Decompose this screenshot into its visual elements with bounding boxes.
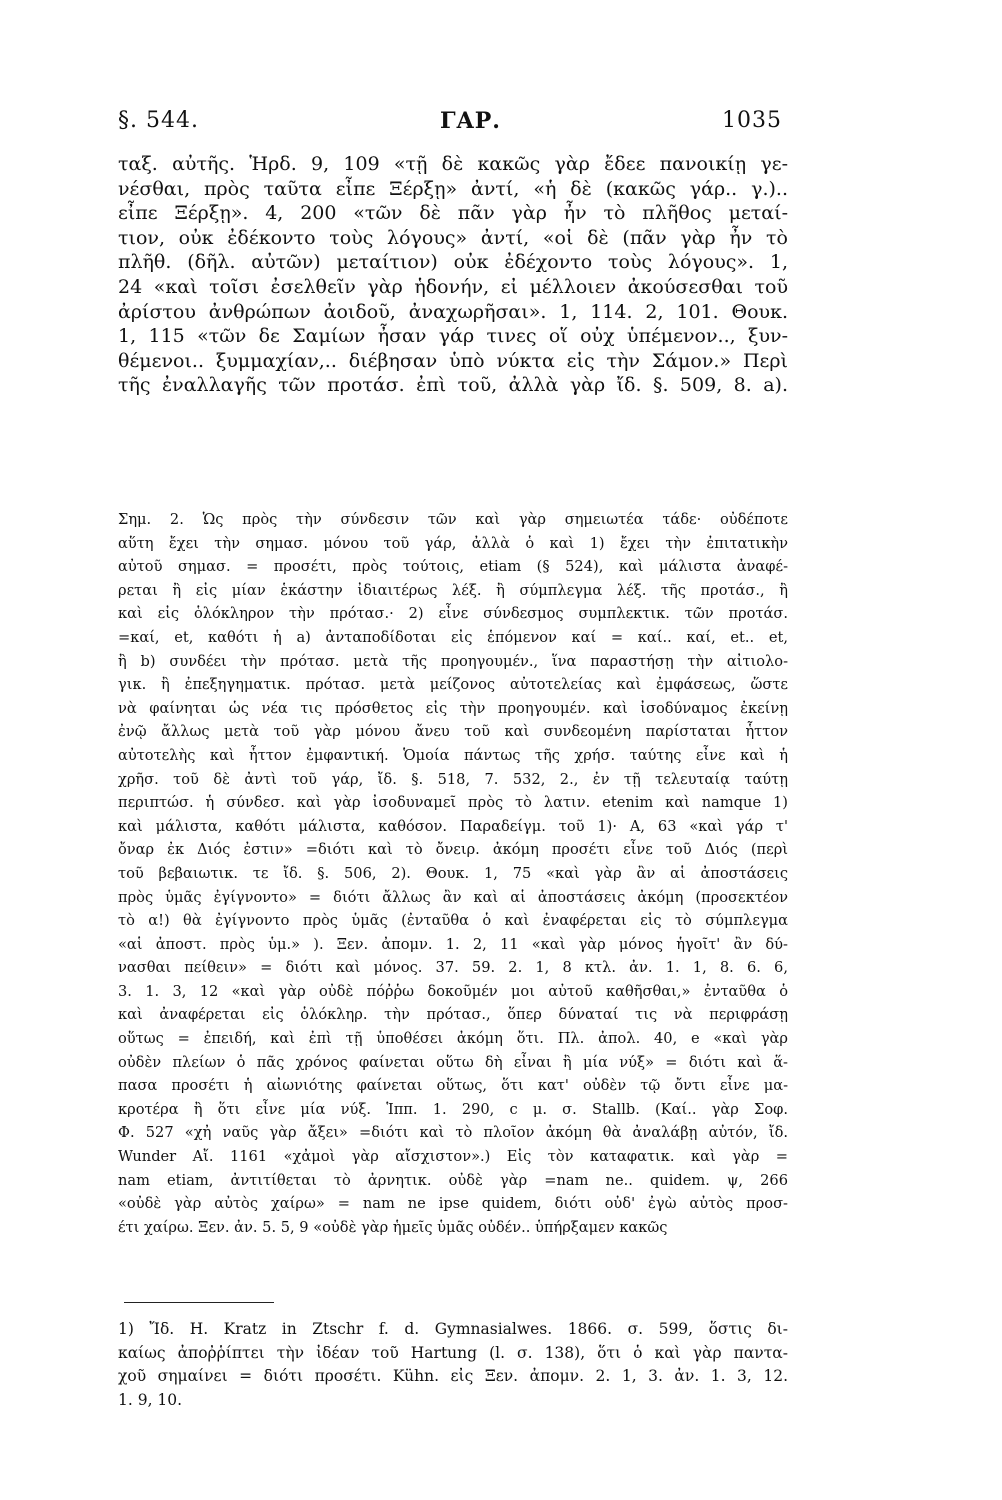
page-number: 1035	[722, 108, 782, 133]
note-line: «οὐδὲ γὰρ αὐτὸς χαίρω» = nam ne ipse quidem, διότι οὐδ' ἐγὼ αὐτὸς προσ-	[118, 1195, 788, 1213]
note-line: «αἱ ἀποστ. πρὸς ὑμ.» ). Ξεν. ἀπομν. 1. 2, 11 «καὶ γὰρ μόνος ἡγοῖτ' ἂν δύ-	[118, 935, 788, 953]
footnote-line: 1. 9, 10.	[118, 1390, 183, 1409]
note-line: οὕτως = ἐπειδή, καὶ ἐπὶ τῇ ὑποθέσει ἀκόμη ὅτι. Πλ. ἀπολ. 40, e «καὶ γὰρ	[118, 1030, 788, 1048]
text-line: ἀρίστου ἀνθρώπων ἀοιδοῦ, ἀναχωρῆσαι». 1, 114. 2, 101. Θουκ.	[118, 300, 788, 323]
note-line: ἐνῷ ἄλλως μετὰ τοῦ γὰρ μόνου ἄνευ τοῦ καὶ συνδεομένη παρίσταται ἧττον	[118, 723, 788, 741]
text-line: ταξ. αὐτῆς. Ἡρδ. 9, 109 «τῇ δὲ κακῶς γὰρ ἔδεε πανοικίῃ γε-	[118, 153, 788, 175]
text-line: 24 «καὶ τοῖσι ἐσελθεῖν γὰρ ἡδονήν, εἰ μέλλοιεν ἀκούσεσθαι τοῦ	[118, 275, 788, 298]
note-line: Φ. 527 «χἠ ναῦς γὰρ ἄξει» =διότι καὶ τὸ πλοῖον ἀκόμη θὰ ἀναλάβῃ αὐτόν, ἴδ.	[118, 1124, 788, 1142]
note-block	[118, 508, 788, 1239]
note-line: τοῦ βεβαιωτικ. τε ἴδ. §. 506, 2). Θουκ. 1, 75 «καὶ γὰρ ἂν αἱ ἀποστάσεις	[118, 864, 788, 882]
note-line: =καί, et, καθότι ἡ a) ἀνταποδίδοται εἰς ἑπόμενον καί = καί.. καί, et.. et,	[118, 628, 788, 646]
note-line: έτι χαίρω. Ξεν. ἀν. 5. 5, 9 «οὐδὲ γὰρ ἡμεῖς ὑμᾶς οὐδέν.. ὑπήρξαμεν κακῶς	[118, 1218, 668, 1236]
note-line: πασα προσέτι ἡ αἰωνιότης φαίνεται οὕτως, ὅτι κατ' οὐδὲν τῷ ὄντι εἶνε μα-	[118, 1077, 788, 1095]
note-line: αὐτοτελὴς καὶ ἧττον ἐμφαντική. Ὁμοία πάντως τῆς χρήσ. ταύτης εἶνε καὶ ἡ	[118, 746, 788, 764]
note-line: περιπτώσ. ἡ σύνδεσ. καὶ γὰρ ἰσοδυναμεῖ πρὸς τὸ λατιν. etenim καὶ namque 1)	[118, 794, 788, 812]
note-line: κροτέρα ἢ ὅτι εἶνε μία νύξ. Ἱππ. 1. 290, c μ. σ. Stallb. (Καί.. γὰρ Σοφ.	[118, 1100, 788, 1118]
text-line: τιον, οὐκ ἐδέκοντο τοὺς λόγους» ἀντί, «οἱ δὲ (πᾶν γὰρ ἦν τὸ	[118, 226, 788, 249]
text-line: πλῆθ. (δῆλ. αὐτῶν) μεταίτιον) οὐκ ἐδέχοντο τοὺς λόγους». 1,	[118, 251, 788, 274]
note-line: οὐδὲν πλείων ὁ πᾶς χρόνος φαίνεται οὕτω δὴ εἶναι ἢ μία νύξ» = διότι καὶ ἅ-	[118, 1053, 788, 1071]
note-line: καὶ μάλιστα, καθότι μάλιστα, καθόσον. Παραδείγμ. τοῦ 1)· A, 63 «καὶ γάρ τ'	[118, 817, 788, 835]
note-line: ὄναρ ἐκ Διός ἐστιν» =διότι καὶ τὸ ὄνειρ. ἀκόμη προσέτι εἶνε τοῦ Διός (περὶ	[118, 841, 788, 859]
footnote-line: χοῦ σημαίνει = διότι προσέτι. Kühn. εἰς Ξεν. ἀπομν. 2. 1, 3. ἀν. 1. 3, 12.	[118, 1367, 788, 1385]
note-line: νασθαι πείθειν» = διότι καὶ μόνος. 37. 59. 2. 1, 8 κτλ. ἀν. 1. 1, 8. 6. 6,	[118, 959, 788, 977]
footnote	[118, 1318, 788, 1412]
note-line: αὐτοῦ σημασ. = προσέτι, πρὸς τούτοις, etiam (§ 524), καὶ μάλιστα ἀναφέ-	[118, 558, 788, 576]
section-number: §. 544.	[118, 108, 199, 133]
note-line: πρὸς ὑμᾶς ἐγίγνοντο» = διότι ἄλλως ἂν καὶ αἱ ἀποστάσεις ἀκόμη (προσεκτέον	[118, 888, 788, 906]
footnote-line: καίως ἀποῤῥίπτει τὴν ἰδέαν τοῦ Hartung (l. σ. 138), ὅτι ὁ καὶ γὰρ παντα-	[118, 1343, 788, 1362]
text-line: 1, 115 «τῶν δε Σαμίων ἦσαν γάρ τινες οἵ οὐχ ὑπέμενον.., ξυν-	[118, 325, 788, 348]
text-line: εἶπε Ξέρξῃ». 4, 200 «τῶν δὲ πᾶν γὰρ ἦν τὸ πλῆθος μεταί-	[118, 202, 788, 225]
note-line: καὶ εἰς ὁλόκληρον τὴν πρότασ.· 2) εἶνε σύνδεσμος συμπλεκτικ. τῶν προτάσ.	[118, 605, 788, 623]
note-line: αὕτη ἔχει τὴν σημασ. μόνου τοῦ γάρ, ἀλλὰ ὁ καὶ 1) ἔχει τὴν ἐπιτατικὴν	[118, 534, 788, 552]
footnote-line: 1) Ἴδ. H. Kratz in Ztschr f. d. Gymnasialwes. 1866. σ. 599, ὅστις δι-	[118, 1320, 788, 1338]
note-line: καὶ ἀναφέρεται εἰς ὁλόκληρ. τὴν πρότασ., ὅπερ δύναταί τις νὰ περιφράσῃ	[118, 1006, 788, 1024]
note-line: χρῆσ. τοῦ δὲ ἀντὶ τοῦ γάρ, ἴδ. §. 518, 7. 532, 2., ἐν τῇ τελευταίᾳ ταύτῃ	[118, 770, 788, 788]
note-line: Σημ. 2. Ὡς πρὸς τὴν σύνδεσιν τῶν καὶ γὰρ σημειωτέα τάδε· οὐδέποτε	[118, 511, 788, 528]
running-title: ΓΑΡ.	[440, 108, 501, 134]
note-line: 3. 1. 3, 12 «καὶ γὰρ οὐδὲ πόῤῥω δοκοῦμέν μοι αὐτοῦ καθῆσθαι,» ἐνταῦθα ὁ	[118, 982, 788, 1000]
note-line: τὸ α!) θὰ ἐγίγνοντο πρὸς ὑμᾶς (ἐνταῦθα ὁ καὶ ἐναφέρεται εἰς τὸ σύμπλεγμα	[118, 912, 788, 930]
note-line: Wunder Αἴ. 1161 «χἀμοὶ γὰρ αἴσχιστον».) Εἰς τὸν καταφατικ. καὶ γὰρ =	[118, 1148, 788, 1166]
main-text	[118, 152, 788, 398]
note-line: γικ. ἢ ἐπεξηγηματικ. πρότασ. μετὰ μείζονος αὐτοτελείας καὶ ἐμφάσεως, ὥστε	[118, 676, 788, 694]
text-line: θέμενοι.. ξυμμαχίαν,.. διέβησαν ὑπὸ νύκτα εἰς τὴν Σάμον.» Περὶ	[118, 349, 788, 372]
note-line: nam etiam, ἀντιτίθεται τὸ ἀρνητικ. οὐδὲ γὰρ =nam ne.. quidem. ψ, 266	[118, 1171, 788, 1189]
text-line: νέσθαι, πρὸς ταῦτα εἶπε Ξέρξῃ» ἀντί, «ἡ δὲ (κακῶς γάρ.. γ.)..	[118, 177, 788, 200]
note-line: ρεται ἢ εἰς μίαν ἑκάστην ἰδιαιτέρως λέξ. ἢ σύμπλεγμα λέξ. τῆς προτάσ., ἢ	[118, 581, 788, 599]
footnote-divider	[124, 1302, 274, 1303]
text-line: τῆς ἐναλλαγῆς τῶν προτάσ. ἐπὶ τοῦ, ἀλλὰ γὰρ ἴδ. §. 509, 8. a).	[118, 374, 788, 397]
note-line: ἢ b) συνδέει τὴν πρότασ. μετὰ τῆς προηγουμέν., ἵνα παραστήσῃ τὴν αἰτιολο-	[118, 652, 788, 670]
note-line: νὰ φαίνηται ὡς νέα τις πρόσθετος εἰς τὴν προηγουμέν. καὶ ἰσοδύναμος ἐκείνῃ	[118, 699, 788, 717]
